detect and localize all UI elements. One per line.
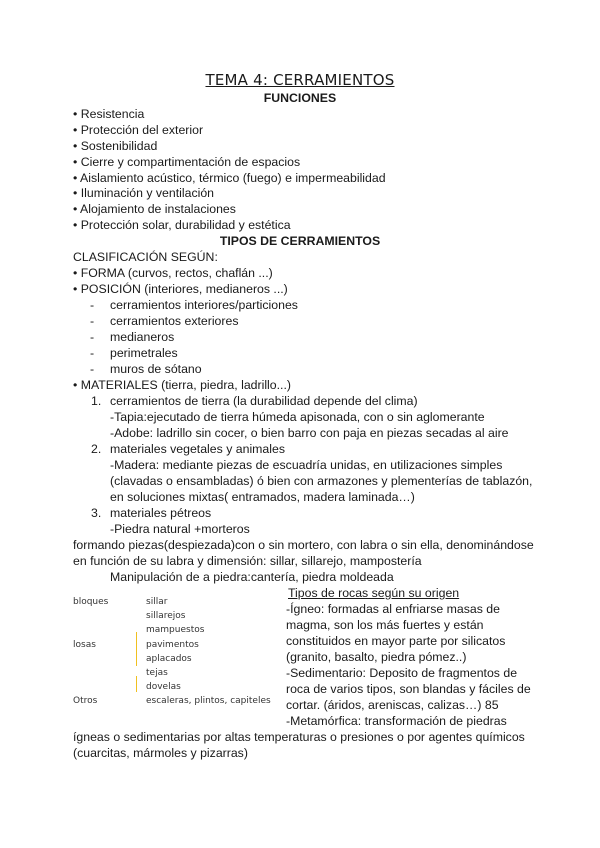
posicion-item: • POSICIÓN (interiores, medianeros ...) xyxy=(73,282,288,296)
funcion-item: • Aislamiento acústico, térmico (fuego) e impermeabilidad xyxy=(73,171,386,185)
dash-bullet: - xyxy=(90,314,95,328)
rocas-line: (granito, basalto, piedra pómez..) xyxy=(286,650,467,664)
dash-bullet: - xyxy=(90,362,95,376)
rocas-line: -Ígneo: formadas al enfriarse masas de xyxy=(286,602,500,616)
madera-text: en soluciones mixtas( entramados, madera laminada…) xyxy=(110,490,415,504)
funciones-heading: FUNCIONES xyxy=(263,91,337,105)
page-title: TEMA 4: CERRAMIENTOS xyxy=(205,71,395,89)
hand-dovelas: dovelas xyxy=(146,682,181,692)
formando-text: formando piezas(despiezada)con o sin mortero, con labra o sin ella, denominándose xyxy=(73,538,534,552)
hand-sillar: sillar xyxy=(146,597,168,607)
hand-tejas: tejas xyxy=(146,668,168,678)
rocas-line: -Sedimentario: Deposito de fragmentos de xyxy=(286,666,518,680)
madera-text: -Madera: mediante piezas de escuadría unidas, en utilizaciones simples xyxy=(110,458,503,472)
funcion-item: • Iluminación y ventilación xyxy=(73,186,215,200)
formando-text: en función de su labra y dimensión: sillar, sillarejo, mampostería xyxy=(73,554,422,568)
funcion-item: • Protección del exterior xyxy=(73,123,204,137)
funcion-item: • Protección solar, durabilidad y estética xyxy=(73,218,291,232)
rocas-line: roca de varios tipos, son blandas y fáciles de xyxy=(286,682,531,696)
rocas-line: magma, son los más fuertes y están xyxy=(286,618,484,632)
hand-pavimentos: pavimentos xyxy=(146,640,199,650)
hand-losas: losas xyxy=(73,640,96,650)
hand-aplacados: aplacados xyxy=(146,654,192,664)
dash-bullet: - xyxy=(90,330,95,344)
funcion-item: • Sostenibilidad xyxy=(73,139,158,153)
madera-text: (clavadas o ensambladas) ó bien con armazones y plementerías de tablazón, xyxy=(110,474,533,488)
rocas-line: cortar. (áridos, areniscas, calizas…) 85 xyxy=(286,698,499,712)
posicion-subitem: cerramientos exteriores xyxy=(110,314,239,328)
rocas-line: constituidos en mayor parte por silicatos xyxy=(286,634,506,648)
highlight-bracket xyxy=(136,676,137,692)
funcion-item: • Resistencia xyxy=(73,107,145,121)
posicion-subitem: medianeros xyxy=(110,330,175,344)
posicion-subitem: cerramientos interiores/particiones xyxy=(110,298,298,312)
list-number: 1. xyxy=(91,394,102,408)
tipos-heading: TIPOS DE CERRAMIENTOS xyxy=(219,234,381,248)
rocas-heading: Tipos de rocas según su origen xyxy=(288,586,460,600)
hand-otros: Otros xyxy=(73,696,98,706)
funcion-item: • Alojamiento de instalaciones xyxy=(73,202,236,216)
dash-bullet: - xyxy=(90,298,95,312)
materiales-item: • MATERIALES (tierra, piedra, ladrillo...) xyxy=(73,378,291,392)
highlight-bracket xyxy=(136,632,137,666)
hand-sillarejos: sillarejos xyxy=(146,611,186,621)
material-vegetal: materiales vegetales y animales xyxy=(110,442,285,456)
tapia-text: -Tapia:ejecutado de tierra húmeda apisonada, con o sin aglomerante xyxy=(110,410,485,424)
funcion-item: • Cierre y compartimentación de espacios xyxy=(73,155,301,169)
hand-bloques: bloques xyxy=(73,597,109,607)
hand-escaleras: escaleras, plintos, capiteles xyxy=(146,696,271,706)
manipulacion-text: Manipulación de a piedra:cantería, piedra moldeada xyxy=(110,570,394,584)
posicion-subitem: perimetrales xyxy=(110,346,178,360)
rocas-line: -Metamórfica: transformación de piedras xyxy=(286,714,507,728)
material-tierra: cerramientos de tierra (la durabilidad depende del clima) xyxy=(110,394,418,408)
list-number: 2. xyxy=(91,442,102,456)
posicion-subitem: muros de sótano xyxy=(110,362,202,376)
material-petreo: materiales pétreos xyxy=(110,506,212,520)
clasificacion-label: CLASIFICACIÓN SEGÚN: xyxy=(73,250,218,264)
forma-item: • FORMA (curvos, rectos, chaflán ...) xyxy=(73,266,273,280)
rocas-continuation: (cuarcitas, mármoles y pizarras) xyxy=(73,746,248,760)
rocas-continuation: ígneas o sedimentarias por altas temperaturas o presiones o por agentes químicos xyxy=(73,730,525,744)
piedra-text: -Piedra natural +morteros xyxy=(110,522,250,536)
list-number: 3. xyxy=(91,506,102,520)
adobe-text: -Adobe: ladrillo sin cocer, o bien barro con paja en piezas secadas al aire xyxy=(110,426,509,440)
hand-mampuestos: mampuestos xyxy=(146,625,205,635)
dash-bullet: - xyxy=(90,346,95,360)
